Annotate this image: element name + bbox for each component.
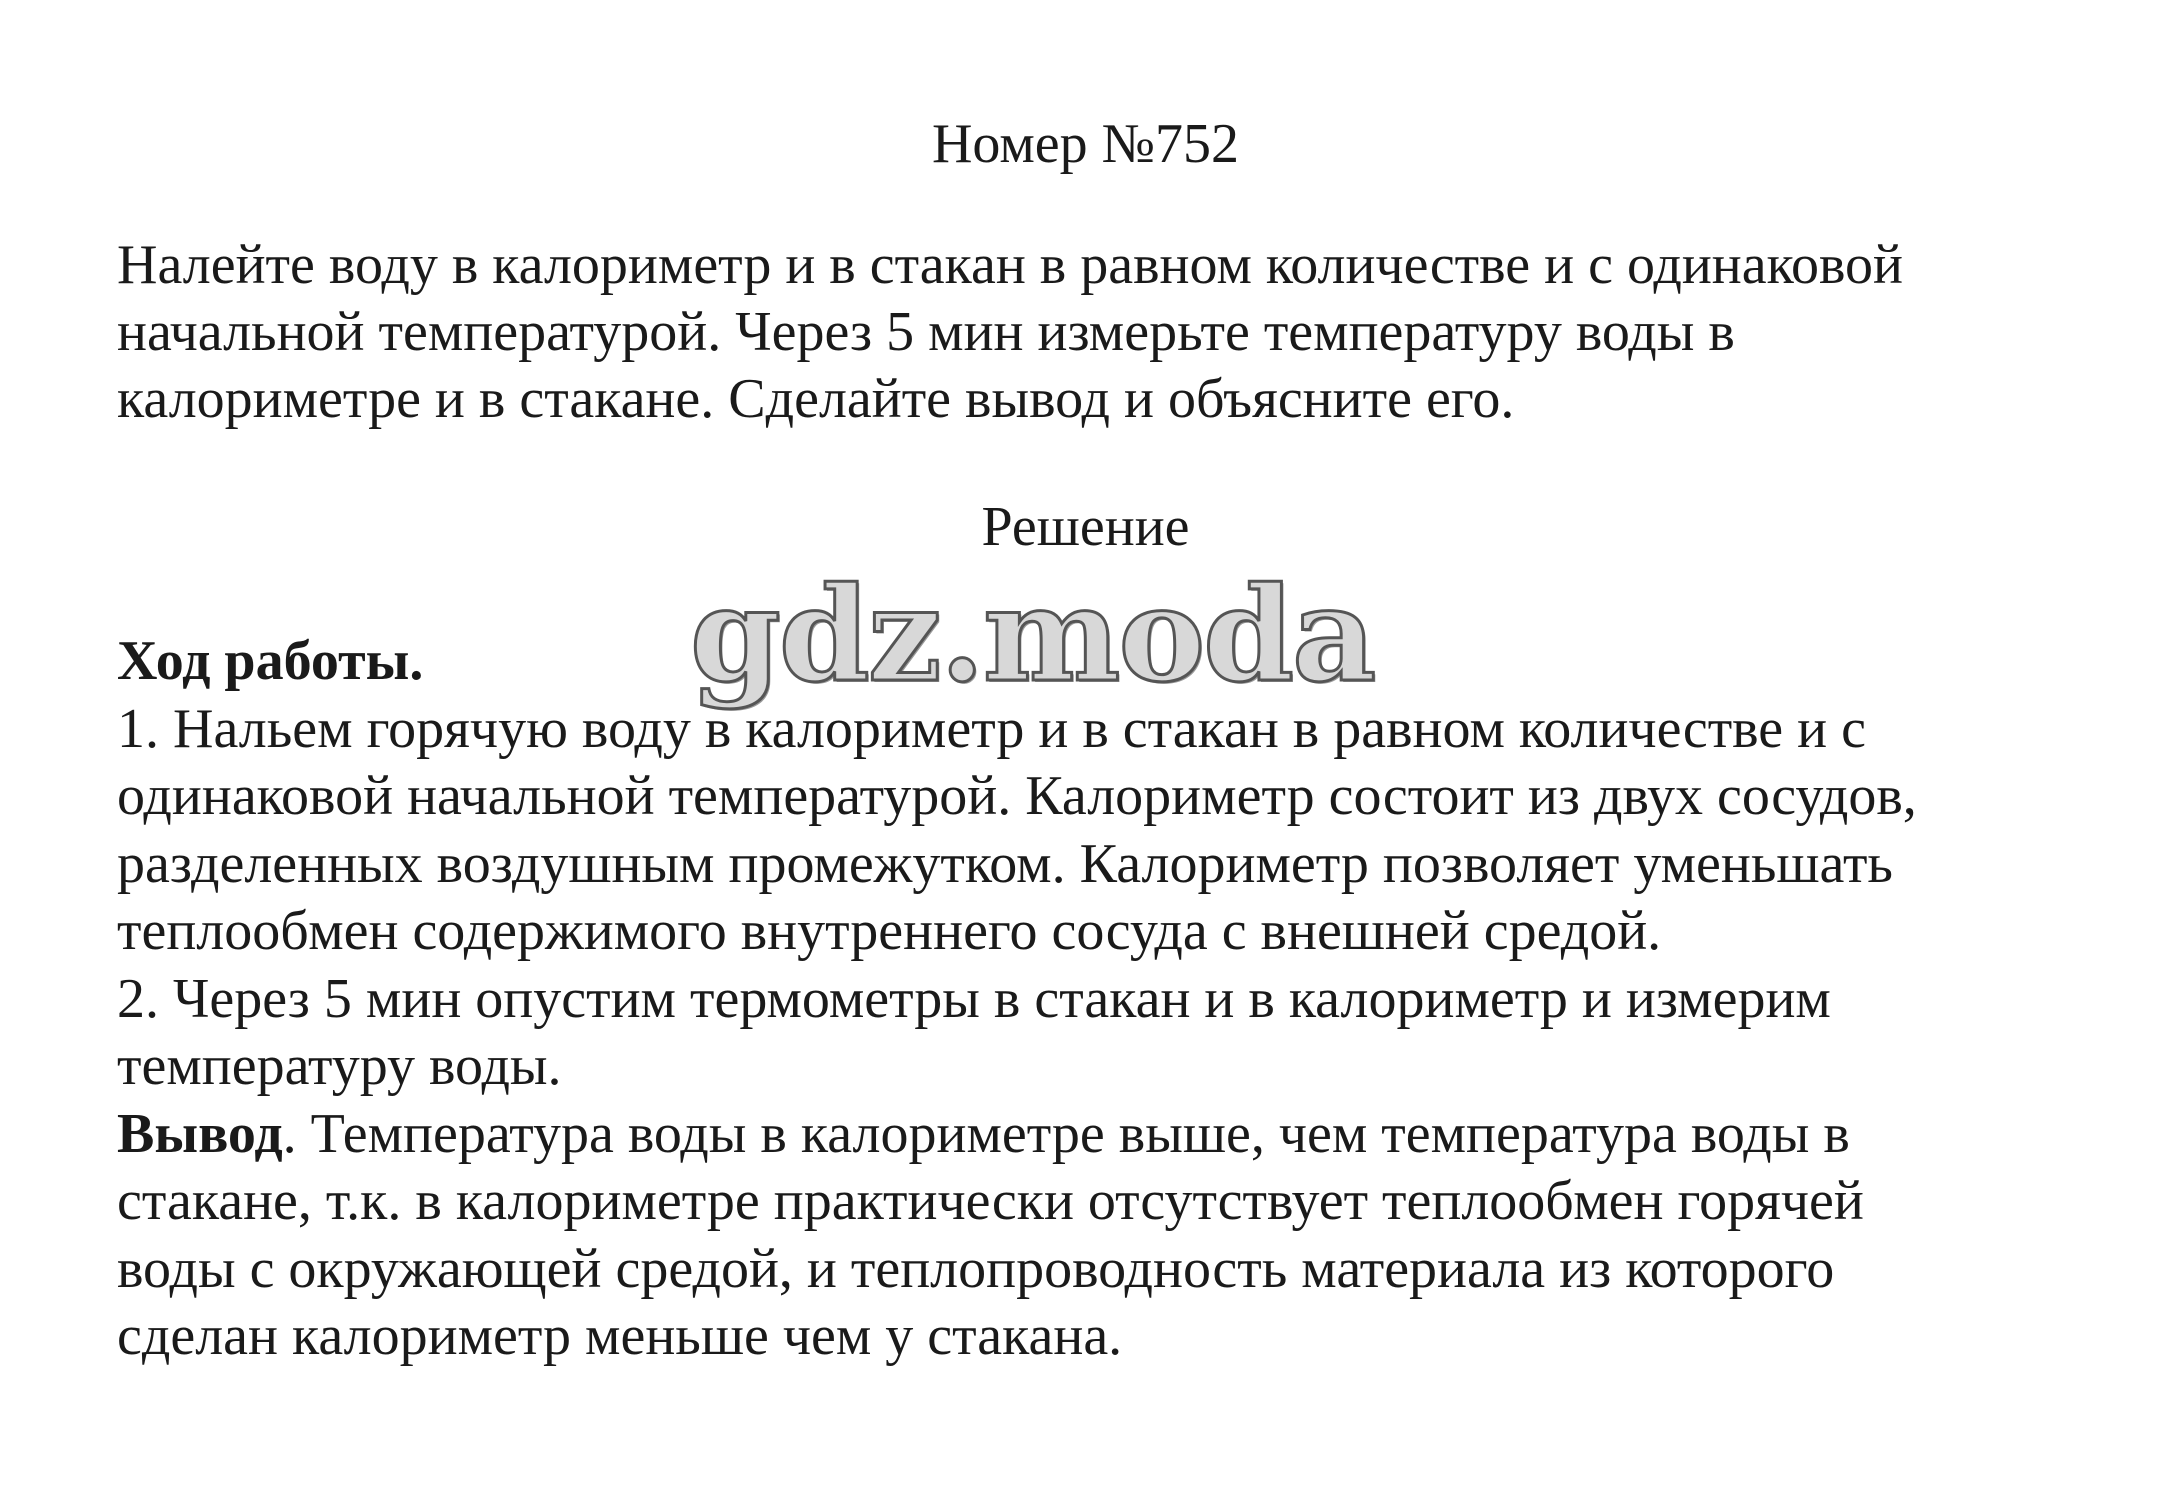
conclusion-line: сделан калориметр меньше чем у стакана. [117, 1305, 1123, 1367]
step-2-line: температуру воды. [117, 1035, 562, 1097]
solution-body [117, 628, 2107, 1371]
step-1-line: 1. Нальем горячую воду в калориметр и в стакан в равном количестве и с [117, 697, 1866, 760]
conclusion-line: воды с окружающей средой, и теплопроводность материала из которого [117, 1237, 1835, 1300]
task-line: калориметре и в стакане. Сделайте вывод и объясните его. [117, 368, 1515, 430]
problem-title: Номер №752 [931, 113, 1240, 175]
step-1-line: разделенных воздушным промежутком. Калориметр позволяет уменьшать [117, 832, 1893, 895]
solution-heading: Решение [981, 496, 1190, 558]
work-heading: Ход работы. [117, 630, 424, 692]
step-1-line: теплообмен содержимого внутреннего сосуда с внешней средой. [117, 900, 1662, 962]
task-line: Налейте воду в калориметр и в стакан в равном количестве и с одинаковой [117, 234, 1904, 296]
conclusion-line: стакане, т.к. в калориметре практически отсутствует теплообмен горячей [117, 1170, 1864, 1232]
watermark-logo: gdz.moda [690, 558, 1375, 711]
conclusion-first-text: . Температура воды в калориметре выше, чем температура воды в [282, 1102, 1850, 1165]
step-2-line: 2. Через 5 мин опустим термометры в стакан и в калориметр и измерим [117, 967, 1831, 1030]
step-1-line: одинаковой начальной температурой. Калориметр состоит из двух сосудов, [117, 765, 1917, 827]
task-text [117, 232, 2107, 433]
conclusion-label: Вывод [117, 1102, 283, 1165]
task-line: начальной температурой. Через 5 мин измерьте температуру воды в [117, 301, 1735, 363]
conclusion-first-line [117, 1101, 2107, 1169]
